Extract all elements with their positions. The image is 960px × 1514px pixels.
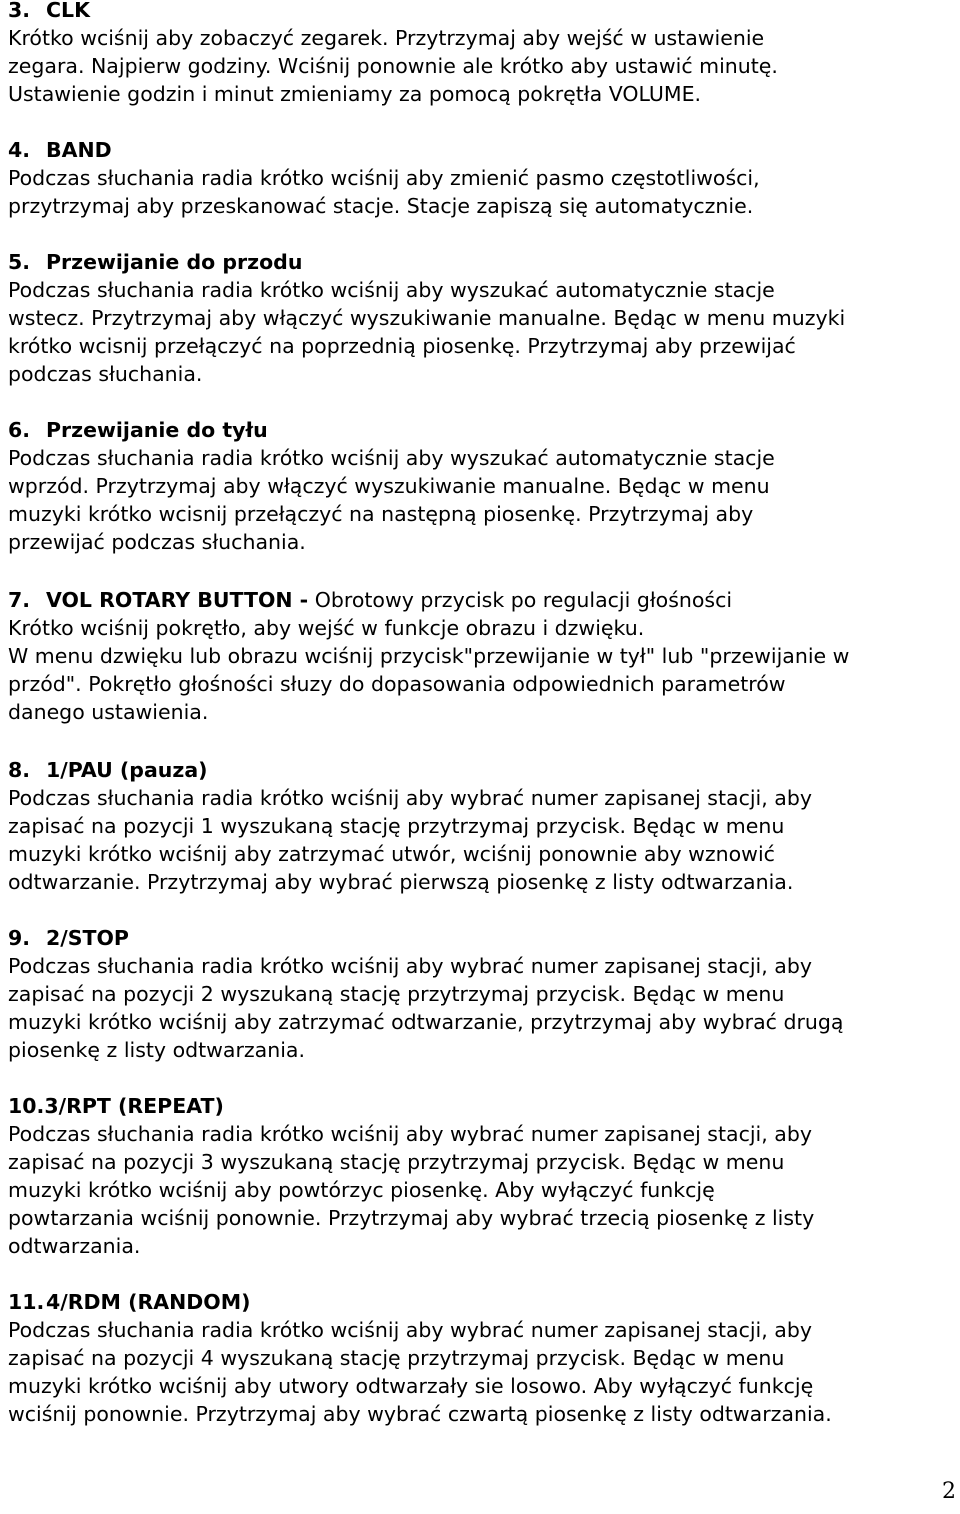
paragraph-line: przód". Pokrętło głośności słuzy do dopasowania odpowiednich parametrów xyxy=(8,672,786,696)
paragraph-line: W menu dzwięku lub obrazu wciśnij przycisk"przewijanie w tył" lub "przewijanie w xyxy=(8,644,850,668)
paragraph-line: zapisać na pozycji 1 wyszukaną stację przytrzymaj przycisk. Będąc w menu xyxy=(8,814,785,838)
paragraph-line: wciśnij ponownie. Przytrzymaj aby wybrać czwartą piosenkę z listy odtwarzania. xyxy=(8,1402,832,1426)
paragraph-line: zapisać na pozycji 3 wyszukaną stację przytrzymaj przycisk. Będąc w menu xyxy=(8,1150,785,1174)
paragraph-line: Krótko wciśnij aby zobaczyć zegarek. Przytrzymaj aby wejść w ustawienie xyxy=(8,26,765,50)
section-heading xyxy=(8,0,960,24)
paragraph-line: powtarzania wciśnij ponownie. Przytrzymaj aby wybrać trzecią piosenkę z listy xyxy=(8,1206,815,1230)
section-4-rdm xyxy=(8,1288,960,1428)
section-3-rpt xyxy=(8,1092,960,1260)
section-band xyxy=(8,136,960,220)
paragraph-line: muzyki krótko wciśnij aby powtórzyc piosenkę. Aby wyłączyć funkcję xyxy=(8,1178,715,1202)
section-vol-rotary-button xyxy=(8,586,960,726)
paragraph-line: Podczas słuchania radia krótko wciśnij aby wyszukać automatycznie stacje xyxy=(8,446,775,470)
section-number: 11. xyxy=(8,1290,45,1314)
section-number: 6. xyxy=(8,418,31,442)
paragraph-line: danego ustawienia. xyxy=(8,700,209,724)
section-title: BAND xyxy=(46,138,112,162)
section-przewijanie-do-tylu xyxy=(8,416,960,556)
section-number: 4. xyxy=(8,138,31,162)
section-number: 9. xyxy=(8,926,31,950)
page-number: 2 xyxy=(942,1479,956,1504)
section-number: 7. xyxy=(8,588,31,612)
paragraph-line: muzyki krótko wciśnij aby zatrzymać utwór, wciśnij ponownie aby wznowić xyxy=(8,842,775,866)
paragraph-line: zegara. Najpierw godziny. Wciśnij ponownie ale krótko aby ustawić minutę. xyxy=(8,54,778,78)
paragraph-line: muzyki krótko wciśnij aby utwory odtwarzały sie losowo. Aby wyłączyć funkcję xyxy=(8,1374,814,1398)
paragraph-line: wstecz. Przytrzymaj aby włączyć wyszukiwanie manualne. Będąc w menu muzyki xyxy=(8,306,846,330)
paragraph-line: podczas słuchania. xyxy=(8,362,203,386)
paragraph-line: muzyki krótko wcisnij przełączyć na następną piosenkę. Przytrzymaj aby xyxy=(8,502,754,526)
paragraph-line: Podczas słuchania radia krótko wciśnij aby wybrać numer zapisanej stacji, aby xyxy=(8,954,812,978)
section-number: 3. xyxy=(8,0,31,22)
section-title: Przewijanie do przodu xyxy=(46,250,303,274)
paragraph-line: piosenkę z listy odtwarzania. xyxy=(8,1038,306,1062)
section-title: 4/RDM (RANDOM) xyxy=(46,1290,251,1314)
section-title: 1/PAU (pauza) xyxy=(46,758,208,782)
section-number: 5. xyxy=(8,250,31,274)
paragraph-line: odtwarzanie. Przytrzymaj aby wybrać pierwszą piosenkę z listy odtwarzania. xyxy=(8,870,794,894)
paragraph-line: Podczas słuchania radia krótko wciśnij aby wybrać numer zapisanej stacji, aby xyxy=(8,1122,812,1146)
section-1-pau xyxy=(8,756,960,896)
section-heading xyxy=(8,586,960,614)
section-title: Przewijanie do tyłu xyxy=(46,418,268,442)
paragraph-line: Podczas słuchania radia krótko wciśnij aby wybrać numer zapisanej stacji, aby xyxy=(8,786,812,810)
section-number: 10. xyxy=(8,1094,45,1118)
section-przewijanie-do-przodu xyxy=(8,248,960,388)
section-title: 3/RPT (REPEAT) xyxy=(44,1094,224,1118)
section-clk xyxy=(8,0,960,108)
section-heading xyxy=(8,1092,960,1120)
paragraph-line: Podczas słuchania radia krótko wciśnij aby zmienić pasmo częstotliwości, xyxy=(8,166,760,190)
section-heading xyxy=(8,1288,960,1316)
paragraph-line: przewijać podczas słuchania. xyxy=(8,530,306,554)
section-number: 8. xyxy=(8,758,31,782)
paragraph-line: Podczas słuchania radia krótko wciśnij aby wyszukać automatycznie stacje xyxy=(8,278,775,302)
section-title: VOL ROTARY BUTTON - xyxy=(46,588,309,612)
section-title: CLK xyxy=(46,0,90,22)
paragraph-line: odtwarzania. xyxy=(8,1234,141,1258)
section-heading xyxy=(8,924,960,952)
section-title-description: Obrotowy przycisk po regulacji głośności xyxy=(308,588,733,612)
section-title: 2/STOP xyxy=(46,926,129,950)
section-heading xyxy=(8,756,960,784)
paragraph-line: krótko wcisnij przełączyć na poprzednią piosenkę. Przytrzymaj aby przewijać xyxy=(8,334,796,358)
section-heading xyxy=(8,248,960,276)
paragraph-line: zapisać na pozycji 4 wyszukaną stację przytrzymaj przycisk. Będąc w menu xyxy=(8,1346,785,1370)
paragraph-line: przytrzymaj aby przeskanować stacje. Stacje zapiszą się automatycznie. xyxy=(8,194,754,218)
section-2-stop xyxy=(8,924,960,1064)
paragraph-line: Krótko wciśnij pokrętło, aby wejść w funkcje obrazu i dzwięku. xyxy=(8,616,645,640)
paragraph-line: wprzód. Przytrzymaj aby włączyć wyszukiwanie manualne. Będąc w menu xyxy=(8,474,770,498)
section-heading xyxy=(8,416,960,444)
paragraph-line: muzyki krótko wciśnij aby zatrzymać odtwarzanie, przytrzymaj aby wybrać drugą xyxy=(8,1010,844,1034)
paragraph-line: Ustawienie godzin i minut zmieniamy za pomocą pokrętła VOLUME. xyxy=(8,82,702,106)
paragraph-line: Podczas słuchania radia krótko wciśnij aby wybrać numer zapisanej stacji, aby xyxy=(8,1318,812,1342)
section-heading xyxy=(8,136,960,164)
paragraph-line: zapisać na pozycji 2 wyszukaną stację przytrzymaj przycisk. Będąc w menu xyxy=(8,982,785,1006)
